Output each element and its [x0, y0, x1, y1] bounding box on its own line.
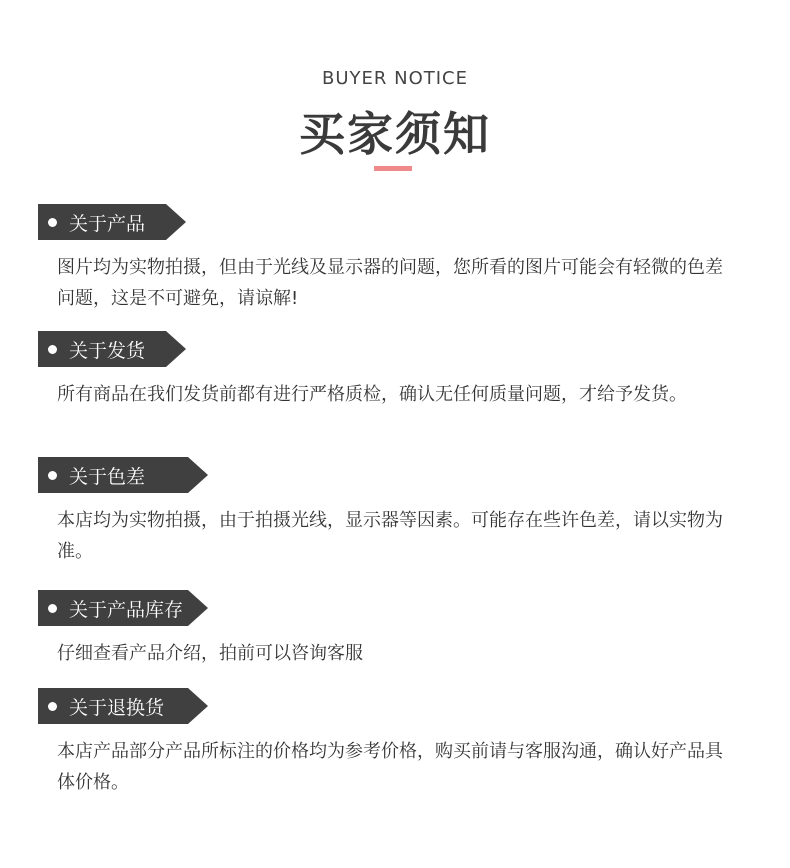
section-tag-label: 关于产品	[69, 212, 146, 235]
section-tag	[38, 457, 188, 493]
section-tag	[38, 204, 166, 240]
section-tag-label: 关于退换货	[69, 696, 165, 719]
section-tag	[38, 331, 166, 367]
bullet-dot-icon	[48, 471, 57, 480]
bullet-dot-icon	[48, 218, 57, 227]
section-body-text: 所有商品在我们发货前都有进行严格质检，确认无任何质量问题，才给予发货。	[57, 384, 687, 405]
section-body-text: 本店均为实物拍摄，由于拍摄光线，显示器等因素。可能存在些许色差，请以实物为准。	[57, 510, 723, 562]
bullet-dot-icon	[48, 604, 57, 613]
section-tag	[38, 688, 188, 724]
bullet-dot-icon	[48, 345, 57, 354]
section-tag	[38, 590, 188, 626]
title-accent-bar	[374, 166, 412, 171]
section-tag-label: 关于产品库存	[69, 598, 184, 621]
section-tag-label: 关于发货	[69, 339, 146, 362]
page-title: 买家须知	[299, 107, 491, 161]
section-body-text: 仔细查看产品介绍，拍前可以咨询客服	[57, 643, 363, 664]
section-tag-label: 关于色差	[69, 465, 146, 488]
bullet-dot-icon	[48, 702, 57, 711]
section-body-text: 本店产品部分产品所标注的价格均为参考价格，购买前请与客服沟通，确认好产品具体价格。	[57, 741, 723, 793]
page-subtitle: BUYER NOTICE	[322, 68, 468, 89]
notice-header	[0, 0, 790, 180]
section-body-text: 图片均为实物拍摄，但由于光线及显示器的问题，您所看的图片可能会有轻微的色差问题，这是不可避免，请谅解!	[57, 257, 723, 309]
